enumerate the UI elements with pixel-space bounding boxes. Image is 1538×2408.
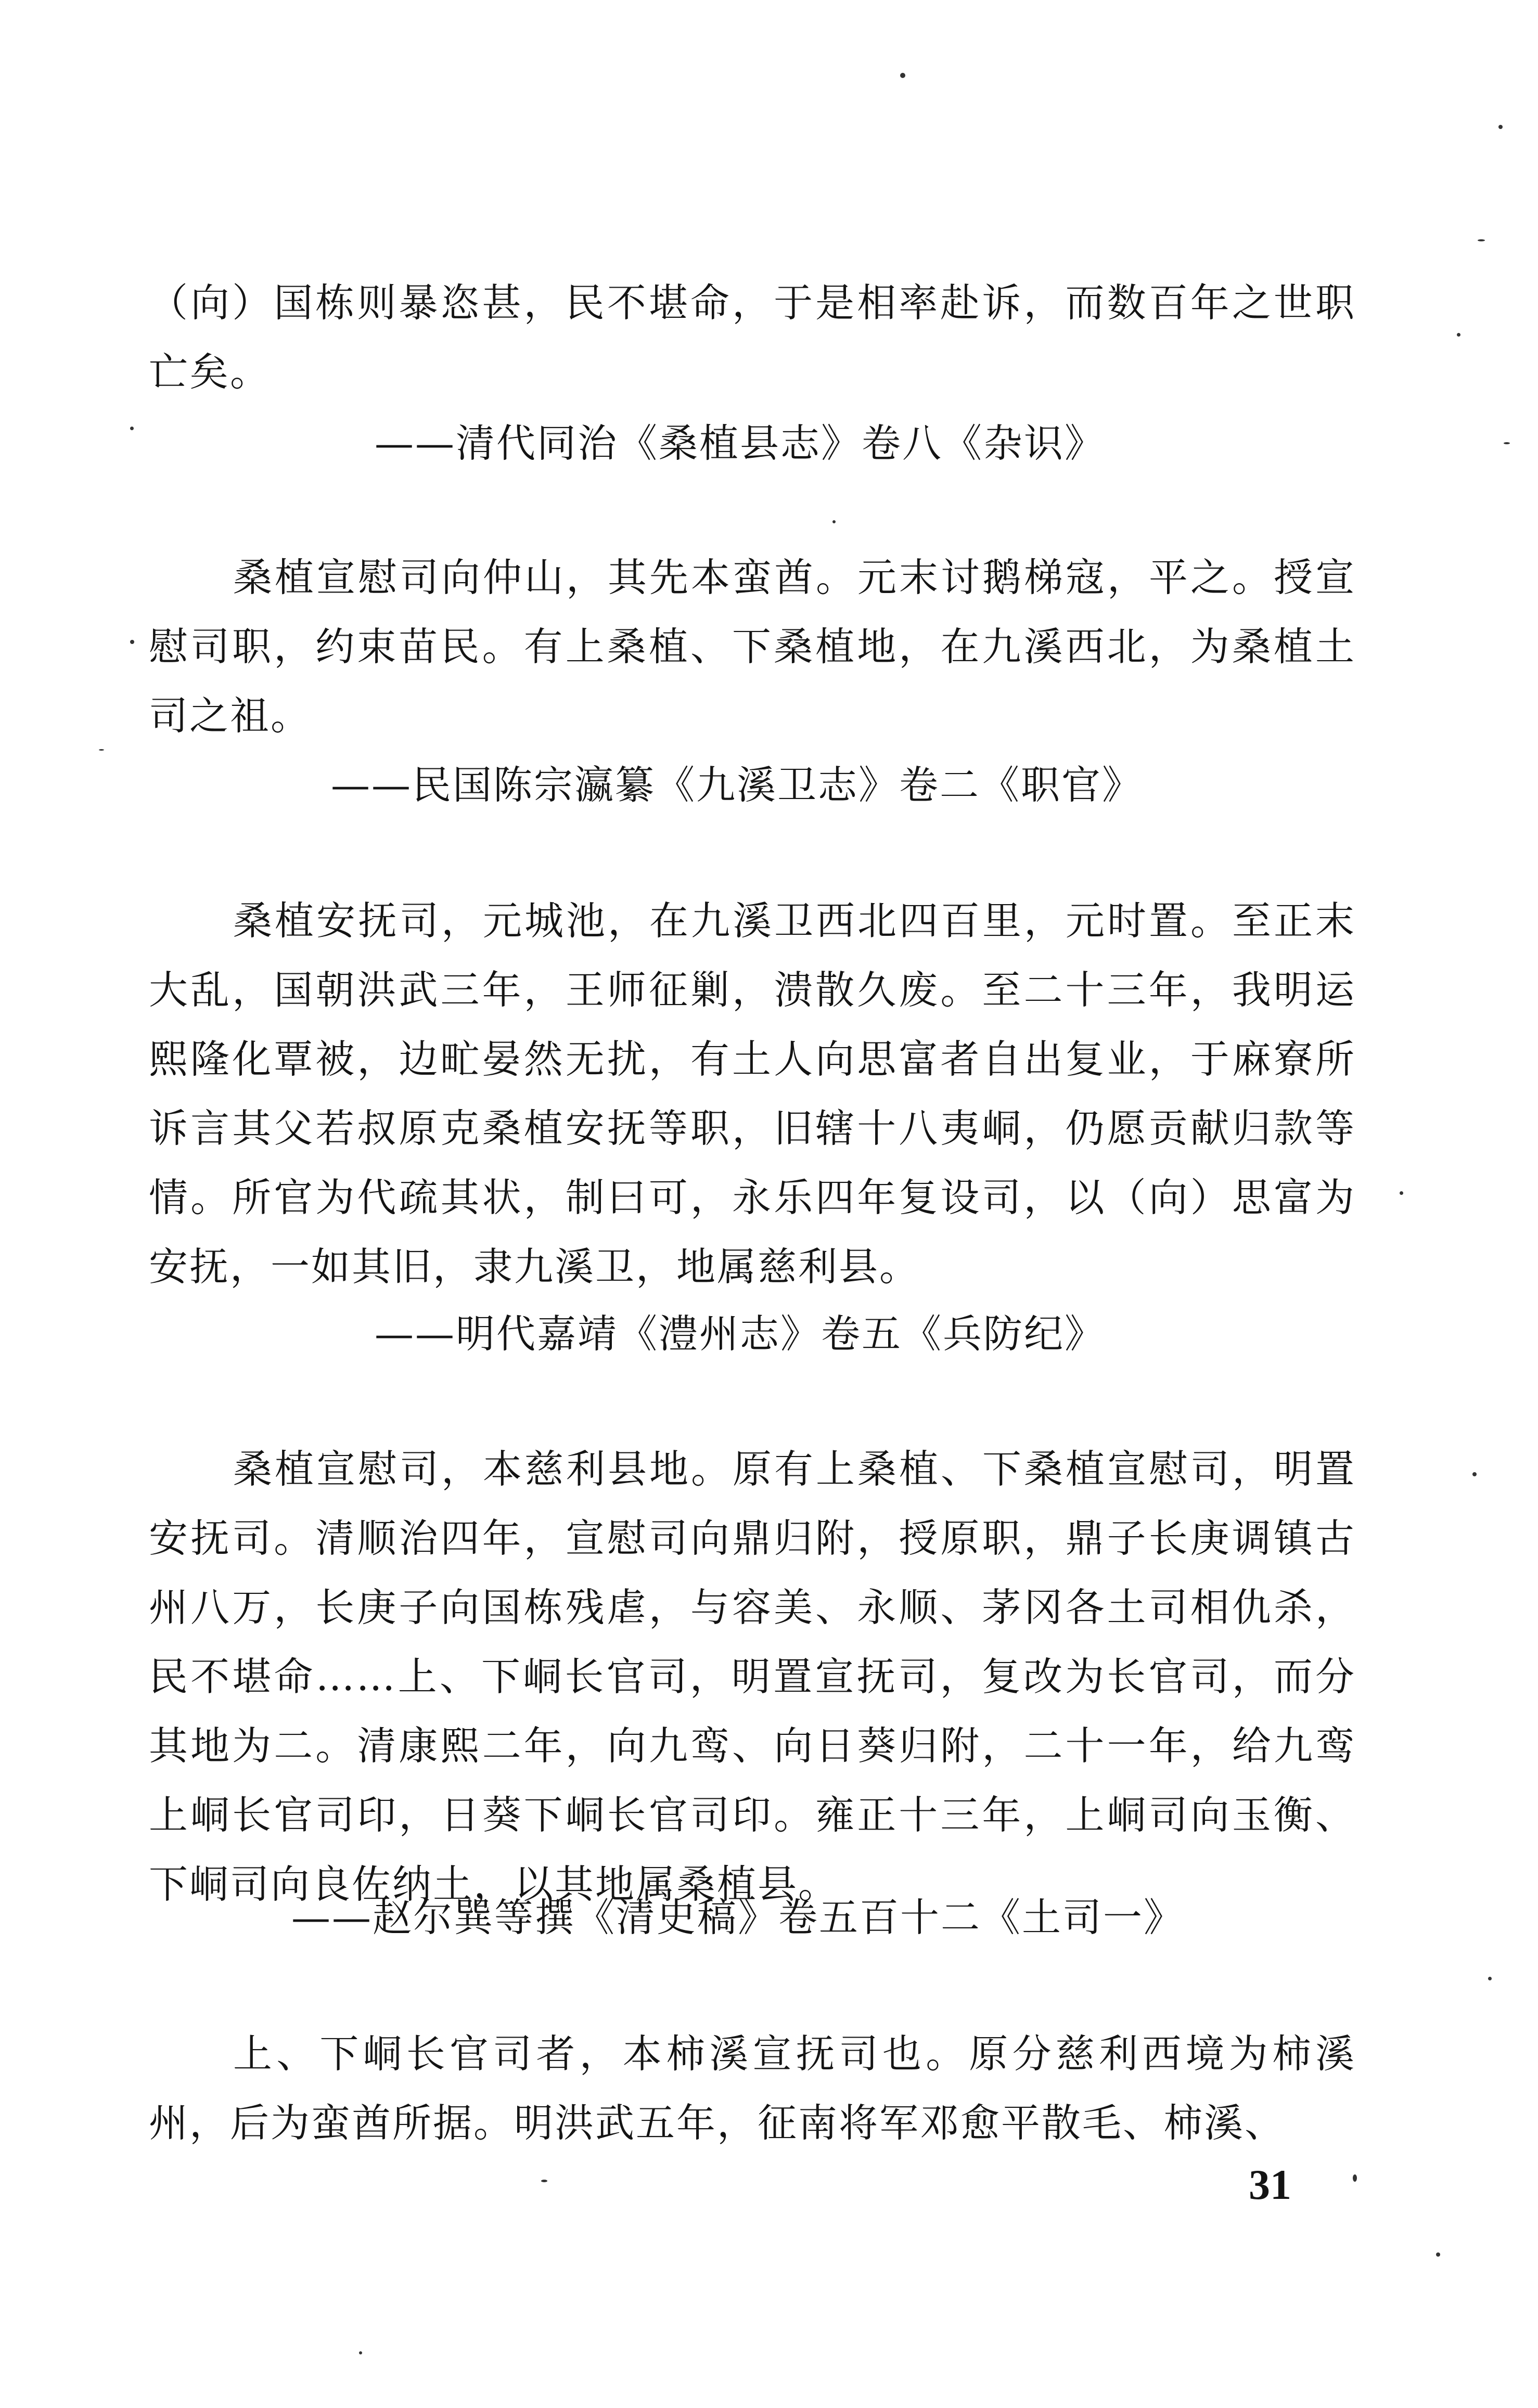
scan-speck xyxy=(99,749,104,751)
quote-paragraph: 桑植安抚司，元城池，在九溪卫西北四百里，元时置。至正末大乱，国朝洪武三年，王师征剿，溃散久废。至二十三年，我明运熙隆化覃被，边甿晏然无扰，有土人向思富者自出复业，于麻寮所诉言其父若叔原克桑植安抚等职，旧辖十八夷峒，仍愿贡献归款等情。所官为代疏其状，制曰可，永乐四年复设司，以（向）思富为安抚，一如其旧，隶九溪卫，地属慈利县。 xyxy=(149,898,1356,1290)
scan-speck xyxy=(1436,2252,1440,2257)
scan-speck xyxy=(1457,333,1460,337)
scan-speck xyxy=(1472,1472,1477,1476)
source-citation: ——明代嘉靖《澧州志》卷五《兵防纪》 xyxy=(375,1311,1106,1357)
source-citation: ——民国陈宗瀛纂《九溪卫志》卷二《职官》 xyxy=(331,762,1143,808)
scan-speck xyxy=(359,2351,362,2354)
continuation-paragraph: （向）国栋则暴恣甚，民不堪命，于是相率赴诉，而数百年之世职亡矣。 xyxy=(149,280,1356,395)
scan-speck xyxy=(1353,2174,1357,2182)
source-citation: ——赵尔巽等撰《清史稿》卷五百十二《土司一》 xyxy=(291,1895,1185,1940)
page-number: 31 xyxy=(1249,2161,1291,2208)
scan-speck xyxy=(130,640,134,644)
quote-paragraph: 上、下峒长官司者，本柿溪宣抚司也。原分慈利西境为柿溪州，后为蛮酋所据。明洪武五年，征南将军邓愈平散毛、柿溪、 xyxy=(149,2031,1356,2146)
source-citation: ——清代同治《桑植县志》卷八《杂识》 xyxy=(375,420,1106,466)
scan-speck xyxy=(900,73,905,78)
scan-speck xyxy=(1504,442,1510,444)
scan-speck xyxy=(1400,1191,1403,1195)
scan-speck xyxy=(130,427,134,430)
scan-speck xyxy=(1498,125,1503,129)
quote-paragraph: 桑植宣慰司向仲山，其先本蛮酋。元末讨鹅梯寇，平之。授宣慰司职，约束苗民。有上桑植、下桑植地，在九溪西北，为桑植土司之祖。 xyxy=(149,555,1356,739)
scan-speck xyxy=(541,2180,547,2182)
scan-speck xyxy=(1488,1977,1492,1980)
scan-speck xyxy=(1478,239,1485,241)
scan-speck xyxy=(832,520,836,523)
quote-paragraph: 桑植宣慰司，本慈利县地。原有上桑植、下桑植宣慰司，明置安抚司。清顺治四年，宣慰司向鼎归附，授原职，鼎子长庚调镇古州八万，长庚子向国栋残虐，与容美、永顺、茅冈各土司相仇杀，民不堪命……上、下峒长官司，明置宣抚司，复改为长官司，而分其地为二。清康熙二年，向九鸾、向日葵归附，二十一年，给九鸾上峒长官司印，日葵下峒长官司印。雍正十三年，上峒司向玉衡、下峒司向良佐纳土，以其地属桑植县。 xyxy=(149,1446,1356,1907)
